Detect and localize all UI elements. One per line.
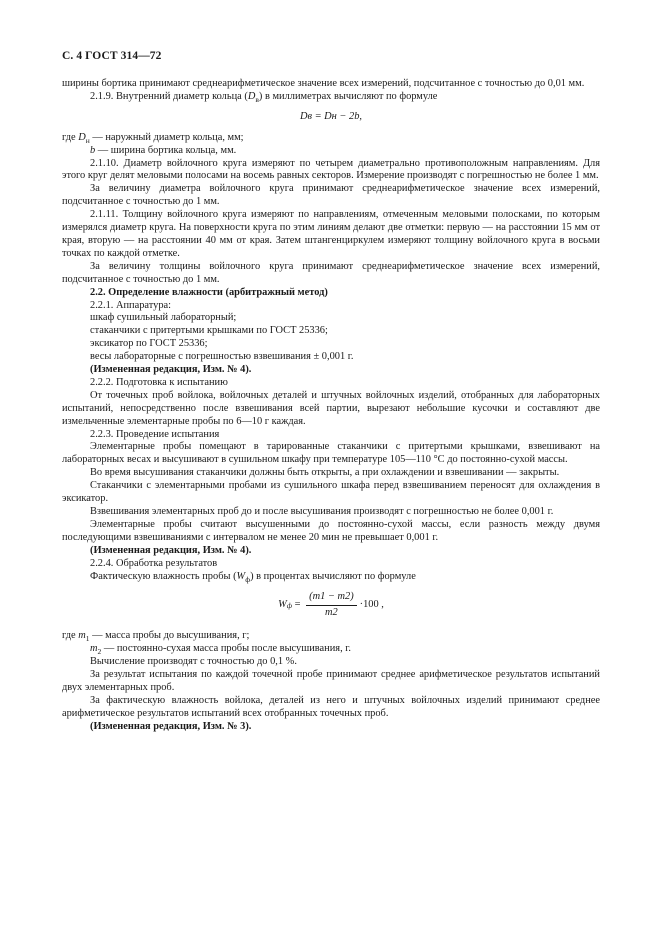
paragraph: Вычисление производят с точностью до 0,1 %. — [90, 656, 297, 668]
paragraph: За величину толщины войлочного круга принимают среднеарифметическое значение всех измерений, подсчитанное с точностью до 1 мм. — [62, 260, 600, 285]
formula-numerator: (m1 − m2) — [306, 591, 357, 606]
definition-m2: $m_2$ — постоянно-сухая масса пробы после высушивания, г. — [90, 643, 351, 657]
amendment-note: (Измененная редакция, Изм. № 4). — [90, 364, 252, 376]
list-item: весы лабораторные с погрешностью взвешивания ± 0,001 г. — [90, 351, 354, 363]
formula-inner-diameter: Dв = Dн − 2b, — [299, 110, 363, 122]
amendment-note: (Измененная редакция, Изм. № 4). — [90, 544, 252, 556]
definition-b: b — ширина бортика кольца, мм. — [90, 144, 237, 156]
paragraph-2-1-10: 2.1.10. Диаметр войлочного круга измеряют по четырем диаметрально противоположным направлениям. Для этого круг делят меловыми полосами на восемь равных секторов. Измерение производят с погрешностью не более 1 мм. — [62, 157, 600, 182]
paragraph: За результат испытания по каждой точечной пробе принимают среднее арифметическое результатов испытаний двух элементарных проб. — [62, 668, 600, 693]
paragraph: Во время высушивания стаканчики должны быть открыты, а при охлаждении и взвешивании — закрыты. — [90, 467, 560, 479]
definition-dn: где $D_н$ — наружный диаметр кольца, мм; — [62, 131, 244, 145]
subsection-2-2-1: 2.2.1. Аппаратура: — [90, 299, 172, 311]
paragraph-2-1-9: 2.1.9. Внутренний диаметр кольца $(D_в)$ в миллиметрах вычисляют по формуле — [90, 90, 438, 104]
paragraph-moisture-formula-intro: Фактическую влажность пробы $(W_ф)$ в процентах вычисляют по формуле — [90, 570, 416, 584]
paragraph: За фактическую влажность войлока, деталей из него и штучных войлочных изделий принимают среднее арифметическое результатов испытаний всех отобранных точечных проб. — [62, 694, 600, 719]
document-body — [62, 78, 600, 734]
paragraph-2-1-11: 2.1.11. Толщину войлочного круга измеряют по направлениям, отмеченным меловыми полосками, по которым измерялся диаметр круга. На поверхности круга по этим линиям делают две отметки: первую — на расстоянии 15 мм от края, вторую — на расстоянии 40 мм от края. Затем штангенциркулем измеряют толщину войлочного круга в восьми точках по каждой отметке. — [62, 209, 600, 259]
subsection-2-2-4: 2.2.4. Обработка результатов — [90, 557, 218, 569]
subsection-2-2-3: 2.2.3. Проведение испытания — [90, 428, 220, 440]
list-item: шкаф сушильный лабораторный; — [90, 312, 237, 324]
paragraph: Взвешивания элементарных проб до и после высушивания производят с погрешностью не более 0,001 г. — [90, 506, 554, 517]
formula-moisture: W ф = $\frac{(m1 - m2)}{m2}$ ·100 , — [278, 591, 384, 619]
paragraph: Стаканчики с элементарными пробами из сушильного шкафа перед взвешиванием переносят для охлаждения в эксикатор. — [62, 480, 600, 505]
amendment-note: (Измененная редакция, Изм. № 3). — [90, 720, 252, 732]
definition-m1: где $m_1$ — масса пробы до высушивания, г; — [62, 630, 250, 644]
paragraph: Элементарные пробы считают высушенными до постоянно-сухой массы, если разность между двумя последующими взвешиваниями с интервалом не менее 20 мин не превышает 0,001 г. — [62, 518, 600, 543]
section-heading-2-2: 2.2. Определение влажности (арбитражный метод) — [90, 286, 328, 298]
paragraph: ширины бортика принимают среднеарифметическое значение всех измерений, подсчитанное с точностью до 0,01 мм. — [62, 78, 585, 89]
paragraph: За величину диаметра войлочного круга принимают среднеарифметическое значение всех измерений, подсчитанное с точностью до 1 мм. — [62, 183, 600, 208]
formula-denominator: m2 — [325, 607, 338, 619]
list-item: эксикатор по ГОСТ 25336; — [90, 338, 208, 350]
paragraph: Элементарные пробы помещают в тарированные стаканчики с притертыми крышками, взвешивают на лабораторных весах и высушивают в сушильном шкафу при температуре 105—110 °С до постоянно-сухой массы. — [62, 441, 600, 466]
paragraph: От точечных проб войлока, войлочных деталей и штучных войлочных изделий, отобранных для лабораторных испытаний, непосредственно после взвешивания всей партии, вырезают небольшие кусочки и составляют две измельченные элементарные пробы по 6—10 г каждая. — [62, 389, 600, 427]
list-item: стаканчики с притертыми крышками по ГОСТ 25336; — [90, 325, 328, 337]
subsection-2-2-2: 2.2.2. Подготовка к испытанию — [90, 376, 228, 388]
page-header: С. 4 ГОСТ 314—72 — [62, 50, 162, 62]
